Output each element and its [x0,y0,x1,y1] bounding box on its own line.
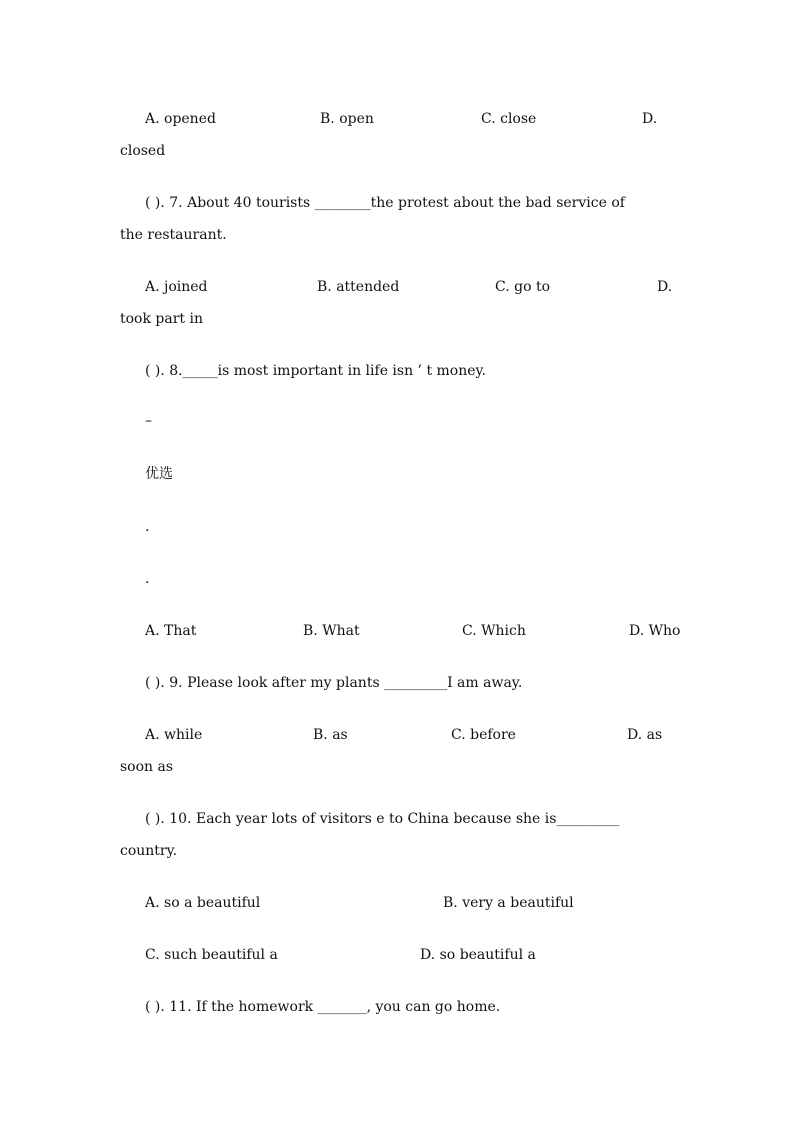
q9-option-a: A. while [145,727,203,743]
q9-option-c: C. before [451,727,516,743]
q7-option-a: A. joined [145,279,208,295]
q8-option-d: D. Who [629,623,681,639]
q9-option-d-text: soon as [120,759,174,775]
q10-stem-line2: country. [120,843,178,859]
q8-stem: ( ). 8._____is most important in life isn ’ t money. [145,363,487,379]
q9-option-b: B. as [313,727,348,743]
q6-option-d: D. [642,111,658,127]
page-break-dash: – [145,413,152,429]
q6-option-d-text: closed [120,143,166,159]
q7-option-d: D. [657,279,673,295]
q11-stem: ( ). 11. If the homework _______, you can go home. [145,999,501,1015]
page-dot: . [145,519,150,535]
q7-stem-line1: ( ). 7. About 40 tourists ________the protest about the bad service of [145,195,625,211]
watermark-text: 优选 [145,466,173,482]
q7-option-b: B. attended [317,279,400,295]
q7-option-c: C. go to [495,279,551,295]
q10-option-c: C. such beautiful a [145,947,278,963]
q10-option-d: D. so beautiful a [420,947,536,963]
q7-option-d-text: took part in [120,311,203,327]
q6-option-b: B. open [320,111,374,127]
q8-option-a: A. That [145,623,197,639]
q6-option-c: C. close [481,111,537,127]
q9-stem: ( ). 9. Please look after my plants _________I am away. [145,675,523,691]
q10-option-b: B. very a beautiful [443,895,574,911]
q6-option-a: A. opened [145,111,216,127]
q9-option-d: D. as [627,727,663,743]
q8-option-b: B. What [303,623,360,639]
q10-stem-line1: ( ). 10. Each year lots of visitors e to China because she is_________ [145,811,620,827]
q7-stem-line2: the restaurant. [120,227,227,243]
q8-option-c: C. Which [462,623,526,639]
q10-option-a: A. so a beautiful [145,895,261,911]
page-dot: . [145,571,150,587]
